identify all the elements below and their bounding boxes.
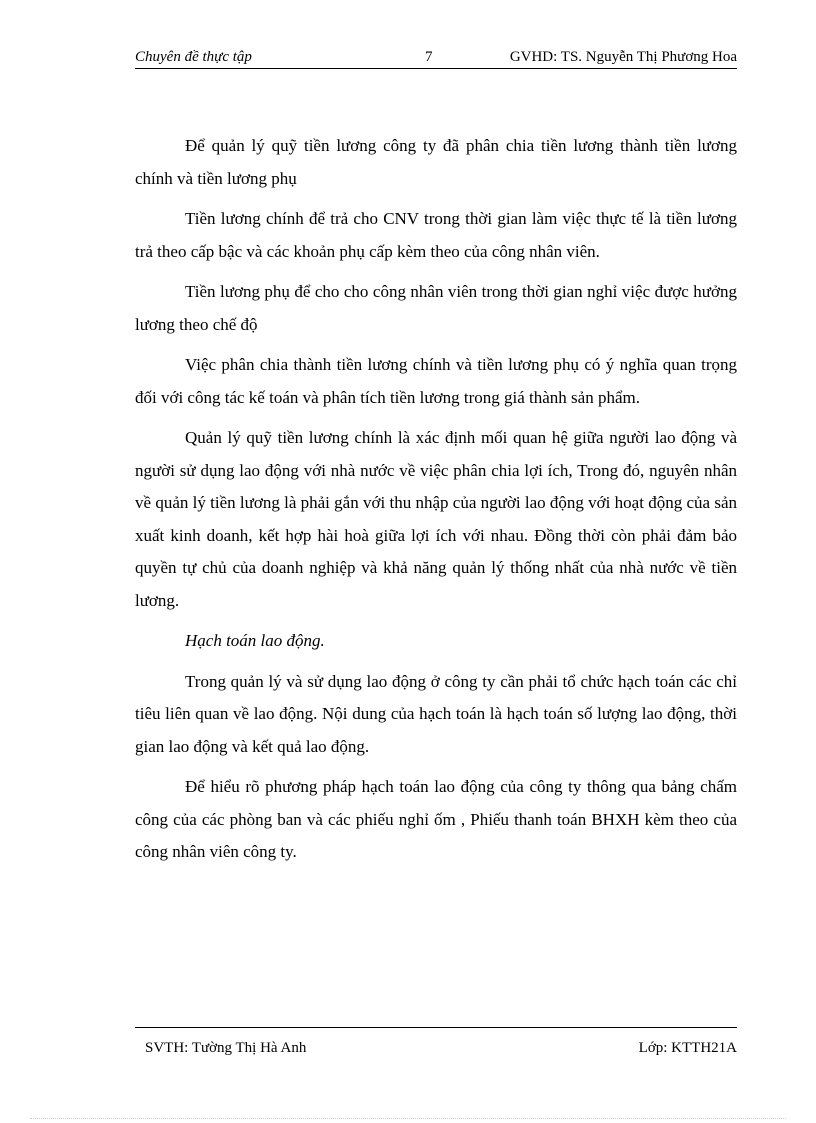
page-edge-dots <box>30 1118 786 1119</box>
paragraph: Trong quản lý và sử dụng lao động ở công ty cần phải tổ chức hạch toán các chỉ tiêu liên quan về lao động. Nội dung của hạch toán là hạch toán số lượng lao động, thời gian lao động và kết quả lao động. <box>135 671 737 756</box>
footer-divider <box>135 1027 737 1028</box>
paragraph: Quản lý quỹ tiền lương chính là xác định mối quan hệ giữa người lao động và người sử dụng lao động với nhà nước về việc phân chia lợi ích, Trong đó, nguyên nhân về quản lý tiền lương là phải gắn với thu nhập của người lao động với hoạt động của sản xuất kinh doanh, kết hợp hài hoà giữa lợi ích với nhau. Đồng thời còn phải đảm bảo quyền tự chủ của doanh nghiệp và khả năng quản lý thống nhất của nhà nước về tiền lương. <box>135 428 737 610</box>
paragraph: Tiền lương chính để trả cho CNV trong thời gian làm việc thực tế là tiền lương trả theo cấp bậc và các khoản phụ cấp kèm theo của công nhân viên. <box>135 209 737 261</box>
footer-student: SVTH: Tường Thị Hà Anh <box>145 1040 307 1056</box>
page-header <box>135 48 737 68</box>
paragraph: Tiền lương phụ để cho cho công nhân viên trong thời gian nghỉ việc được hưởng lương theo chế độ <box>135 282 737 334</box>
paragraph: Việc phân chia thành tiền lương chính và tiền lương phụ có ý nghĩa quan trọng đối với công tác kế toán và phân tích tiền lương trong giá thành sản phẩm. <box>135 355 737 407</box>
footer-class: Lớp: KTTH21A <box>638 1040 737 1056</box>
paragraph: Để quản lý quỹ tiền lương công ty đã phân chia tiền lương thành tiền lương chính và tiền lương phụ <box>135 136 737 188</box>
paragraph: Để hiểu rõ phương pháp hạch toán lao động của công ty thông qua bảng chấm công của các phòng ban và các phiếu nghỉ ốm , Phiếu thanh toán BHXH kèm theo của công nhân viên công ty. <box>135 777 737 861</box>
document-body <box>135 130 737 877</box>
header-subject: Chuyên đề thực tập <box>135 49 252 65</box>
page-footer <box>145 1040 737 1060</box>
header-divider <box>135 68 737 69</box>
page-number: 7 <box>425 49 433 65</box>
header-advisor: GVHD: TS. Nguyễn Thị Phương Hoa <box>509 49 737 65</box>
section-heading: Hạch toán lao động. <box>185 631 325 650</box>
